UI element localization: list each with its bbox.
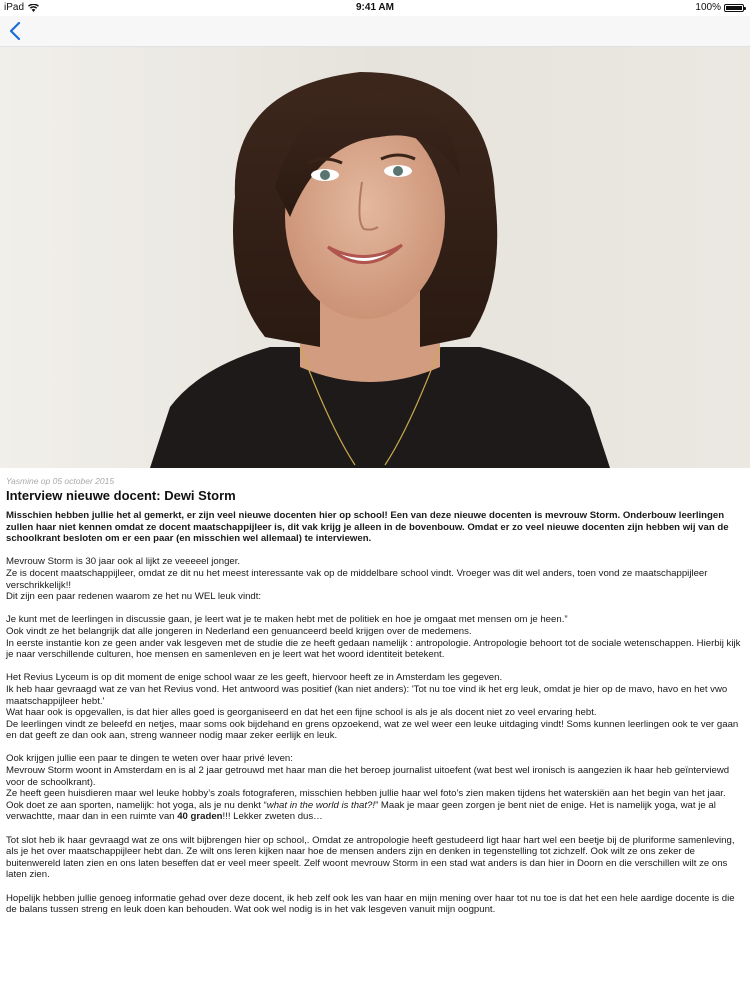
battery-icon	[724, 4, 744, 12]
paragraph-line: Mevrouw Storm is 30 jaar ook al lijkt ze veeeeel jonger.	[6, 556, 241, 568]
chevron-left-icon	[9, 22, 21, 40]
battery-percentage: 100%	[695, 2, 721, 13]
paragraph-line: Ik heb haar gevraagd wat ze van het Revius vond. Het antwoord was positief (kan niet anders): 'Tot nu toe vind ik het erg leuk, omdat je hier op de mavo, havo en het vwo maatschappijleer hebt.'	[6, 683, 728, 707]
paragraph-line	[6, 800, 744, 823]
paragraph-line: De leerlingen vindt ze beleefd en netjes, maar soms ook bijdehand en grens opzoekend, wat ze wel weer een leuke uitdaging vindt! Soms kunnen leerlingen ook te ver gaan en dat geeft ze dan ook aan, streng wanneer nodig maar zeker eerlijk en leuk.	[6, 718, 739, 742]
paragraph-line: Wat haar ook is opgevallen, is dat hier alles goed is georganiseerd en dat het een fijne school is als je als docent niet zo veel ervaring hebt.	[6, 707, 597, 719]
article-meta: Yasmine op 05 october 2015	[6, 476, 115, 486]
paragraph-line: Ook vindt ze het belangrijk dat alle jongeren in Nederland een genuanceerd beeld krijgen over de medemens.	[6, 625, 472, 637]
sport-text-italic: what in the world is that?!	[266, 799, 376, 811]
back-button[interactable]	[4, 20, 26, 42]
portrait-illustration	[0, 47, 750, 468]
sport-text-c: !!! Lekker zweten dus…	[222, 811, 323, 823]
paragraph-line: Ook krijgen jullie een paar te dingen te weten over haar privé leven:	[6, 753, 293, 765]
device-name: iPad	[4, 2, 25, 13]
paragraph-1	[6, 556, 744, 602]
paragraph-3	[6, 672, 744, 742]
paragraph-line: Ze heeft geen huisdieren maar wel leuke hobby’s zoals fotograferen, misschien hebben jullie haar wel foto’s zien maken tijdens het waterskiën aan het begin van het jaar.	[6, 788, 726, 800]
paragraph-line: Je kunt met de leerlingen in discussie gaan, je leert wat je te maken hebt met de politiek en hoe je omgaat met mensen om je heen.”	[6, 614, 568, 626]
sport-text-b: ” Maak je maar geen zorgen je bent niet de enige. Het is namelijk yoga, wat je al verwachtte, maar dan in een ruimte van	[6, 799, 716, 823]
battery-level	[726, 6, 742, 10]
status-bar	[0, 0, 750, 16]
paragraph-2	[6, 614, 744, 660]
sport-text-a: Ook doet ze aan sporten, namelijk: hot yoga, als je nu denkt “	[6, 799, 267, 811]
paragraph-4	[6, 753, 744, 823]
article	[6, 476, 744, 927]
paragraph-line: Ze is docent maatschappijleer, omdat ze dit nu het meest interessante vak op de middelbare school vindt. Vroeger was dit wel anders, toen vond ze maatschappijleer verschrikkelijk!!	[6, 567, 708, 591]
article-intro: Misschien hebben jullie het al gemerkt, er zijn veel nieuwe docenten hier op school! Een van deze nieuwe docenten is mevrouw Storm. Onderbouw leerlingen zullen haar niet kennen omdat ze docent maatschappijleer is, dit vak krijg je alleen in de bovenbouw. Omdat er zo veel nieuwe docenten zijn hebben wij van de schoolkrant besloten om er een paar (en misschien wel allemaal) te interviewen.	[6, 510, 729, 545]
sport-text-bold: 40 graden	[177, 811, 223, 823]
paragraph-line: In eerste instantie kon ze geen ander vak lesgeven met de studie die ze heeft gedaan namelijk : antropologie. Antropologie behoort tot de sociale wetenschappen. Hierbij kijk je naar verschillende culturen, hoe mensen en samenleven en je leert wat het woord identiteit betekent.	[6, 637, 741, 661]
paragraph-5: Tot slot heb ik haar gevraagd wat ze ons wilt bijbrengen hier op school,. Omdat ze antropologie heeft gestudeerd ligt haar hart wel een beetje bij de pluriforme samenleving, als je het over maatschappijleer hebt dan. Ze wilt ons leren kijken naar hoe de mensen anders zijn en denken in tegenstelling tot zichzelf. Ook wilt ze ons zeker de buitenwereld laten zien en ons laten beseffen dat er veel meer speelt. Zelf woont mevrouw Storm in een stad wat anders is dan hier in Doorn en die verschillen wilt ze ons laten zien.	[6, 834, 735, 881]
paragraph-line: Mevrouw Storm woont in Amsterdam en is al 2 jaar getrouwd met haar man die het beroep journalist uitoefent (wat best wel ironisch is aangezien ik haar heb geïnterviewd voor de schoolkrant).	[6, 765, 730, 788]
article-body	[6, 510, 744, 916]
status-time: 9:41 AM	[356, 2, 394, 13]
paragraph-6: Hopelijk hebben jullie genoeg informatie gehad over deze docent, ik heb zelf ook les van haar en mijn mening over haar tot nu toe is dat het een hele aardige docente is die de balans tussen streng en leuk doen kan behouden. Wat ook wel nodig is in het vak lesgeven vanuit mijn oogpunt.	[6, 892, 735, 916]
navigation-bar	[0, 16, 750, 47]
paragraph-line: Het Revius Lyceum is op dit moment de enige school waar ze les geeft, hiervoor heeft ze in Amsterdam les gegeven.	[6, 672, 503, 684]
status-right	[695, 2, 744, 13]
paragraph-line: Dit zijn een paar redenen waarom ze het nu WEL leuk vindt:	[6, 591, 262, 603]
article-title: Interview nieuwe docent: Dewi Storm	[6, 488, 236, 503]
article-photo	[0, 47, 750, 468]
